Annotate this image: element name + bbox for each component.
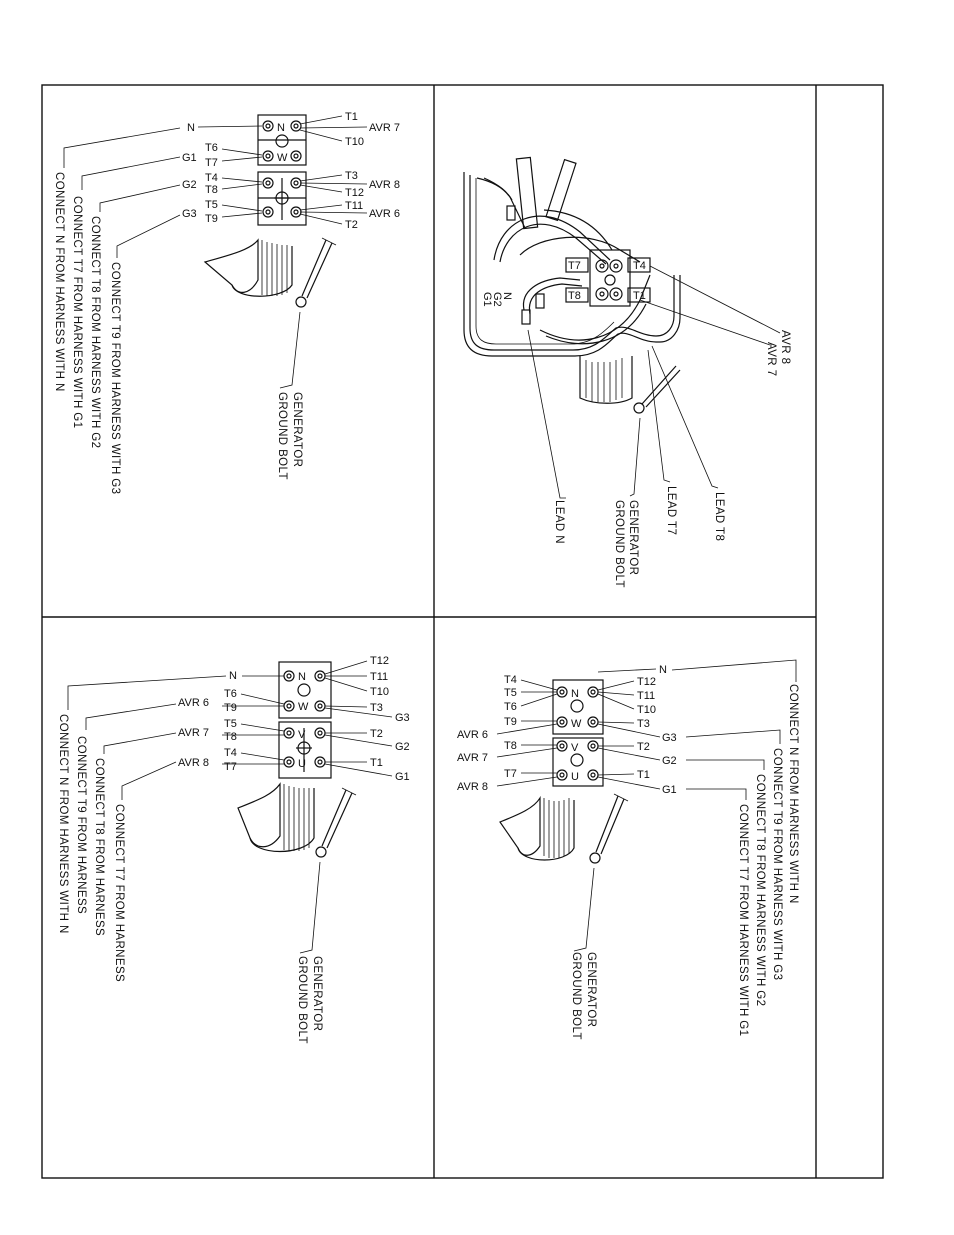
label-t3: T3 (637, 718, 650, 730)
note-t7: CONNECT T7 FROM HARNESS (113, 804, 125, 983)
label-t2: T2 (345, 219, 358, 231)
plate-letter-n: N (277, 122, 285, 134)
note-t9: CONNECT T9 FROM HARNESS WITH G3 (771, 748, 783, 981)
label-t10: T10 (370, 686, 389, 698)
label-avr8: AVR 8 (369, 179, 400, 191)
label-t1: T1 (370, 757, 383, 769)
ground-bolt (300, 788, 356, 953)
label-t6: T6 (224, 688, 237, 700)
note-t9: CONNECT T9 FROM HARNESS WITH G3 (109, 262, 121, 495)
label-n: N (187, 122, 195, 134)
terminal-block (258, 115, 306, 225)
panel-top-right (464, 157, 791, 587)
label-t4: T4 (205, 172, 218, 184)
label-t7: T7 (504, 768, 517, 780)
label-avr6: AVR 6 (178, 697, 209, 709)
label-avr7: AVR 7 (457, 752, 488, 764)
label-g2: G2 (182, 179, 197, 191)
label-avr8: AVR 8 (457, 781, 488, 793)
note-t8: CONNECT T8 FROM HARNESS WITH G2 (754, 774, 766, 1007)
label-t8: T8 (205, 184, 218, 196)
tag-t4: T4 (633, 260, 646, 272)
label-t9: T9 (224, 702, 237, 714)
label-n: N (659, 664, 667, 676)
label-t9: T9 (205, 213, 218, 225)
tag-t7: T7 (568, 260, 581, 272)
ground-bolt (574, 794, 628, 951)
label-g3: G3 (662, 732, 677, 744)
ground-bolt (280, 238, 336, 388)
label-g1: G1 (395, 771, 410, 783)
plate-letter-w: W (571, 718, 582, 730)
label-t2: T2 (370, 728, 383, 740)
label-t12: T12 (637, 676, 656, 688)
label-avr8: AVR 8 (178, 757, 209, 769)
label-t8: T8 (504, 740, 517, 752)
label-g2: G2 (395, 741, 410, 753)
panel-bottom-right (457, 660, 799, 1040)
ground-label-2: GROUND BOLT (613, 500, 625, 588)
note-n: CONNECT N FROM HARNESS WITH N (57, 714, 69, 934)
label-t8: T8 (224, 731, 237, 743)
conduit (238, 784, 314, 852)
note-n: CONNECT N FROM HARNESS WITH N (53, 172, 65, 392)
label-t5: T5 (224, 718, 237, 730)
conduit (500, 798, 574, 860)
plate-letter-w: W (298, 701, 309, 713)
label-avr6: AVR 6 (457, 729, 488, 741)
tag-t1: T1 (633, 290, 646, 302)
label-t10: T10 (637, 704, 656, 716)
conduit (205, 240, 292, 296)
note-t8: CONNECT T8 FROM HARNESS (93, 758, 105, 937)
tag-t8: T8 (568, 290, 581, 302)
label-avr7: AVR 7 (369, 122, 400, 134)
label-avr7: AVR 7 (178, 727, 209, 739)
label-t4: T4 (224, 747, 237, 759)
label-t11: T11 (345, 200, 364, 212)
panel-bottom-left (57, 655, 410, 1044)
wire-label-n: N (501, 292, 513, 300)
note-t8: CONNECT T8 FROM HARNESS WITH G2 (89, 216, 101, 449)
plate-letter-n: N (298, 671, 306, 683)
plate-letter-u: U (298, 758, 306, 770)
label-t1: T1 (345, 111, 358, 123)
ground-label-2: GROUND BOLT (570, 952, 582, 1040)
label-n: N (229, 670, 237, 682)
plate-letter-v: V (571, 742, 579, 754)
label-t5: T5 (504, 687, 517, 699)
label-t7: T7 (224, 761, 237, 773)
ground-label-2: GROUND BOLT (276, 392, 288, 480)
plate-letter-n: N (571, 688, 579, 700)
label-lead-t7: LEAD T7 (665, 486, 677, 536)
label-lead-t8: LEAD T8 (713, 492, 725, 542)
label-avr6: AVR 6 (369, 208, 400, 220)
panel-top-left (53, 111, 400, 494)
label-t6: T6 (504, 701, 517, 713)
plate-letter-v: V (298, 729, 306, 741)
page-frame (42, 85, 883, 1178)
label-t12: T12 (370, 655, 389, 667)
note-n: CONNECT N FROM HARNESS WITH N (787, 684, 799, 904)
ground-label-1: GENERATOR (291, 392, 303, 468)
label-t11: T11 (637, 690, 656, 702)
terminal-block (279, 662, 331, 778)
label-g2: G2 (662, 755, 677, 767)
wire-label-g1: G1 (481, 292, 493, 307)
label-g1: G1 (182, 152, 197, 164)
label-t7: T7 (205, 157, 218, 169)
label-t9: T9 (504, 716, 517, 728)
label-t12: T12 (345, 187, 364, 199)
label-t1: T1 (637, 769, 650, 781)
ground-label-1: GENERATOR (627, 500, 639, 576)
label-t10: T10 (345, 136, 364, 148)
plate-letter-w: W (277, 152, 288, 164)
label-avr7: AVR 7 (765, 342, 777, 377)
terminal-block (553, 680, 603, 786)
note-t9: CONNECT T9 FROM HARNESS (75, 736, 87, 915)
label-t3: T3 (370, 702, 383, 714)
label-g3: G3 (182, 208, 197, 220)
wire-label-g2: G2 (491, 292, 503, 307)
label-g1: G1 (662, 784, 677, 796)
label-t6: T6 (205, 142, 218, 154)
label-t2: T2 (637, 741, 650, 753)
ground-bolt (630, 366, 680, 496)
label-avr8: AVR 8 (779, 330, 791, 365)
label-g3: G3 (395, 712, 410, 724)
label-t11: T11 (370, 671, 389, 683)
label-t4: T4 (504, 674, 517, 686)
label-lead-n: LEAD N (553, 500, 565, 544)
label-t5: T5 (205, 199, 218, 211)
note-t7: CONNECT T7 FROM HARNESS WITH G1 (71, 196, 83, 429)
note-t7: CONNECT T7 FROM HARNESS WITH G1 (737, 804, 749, 1037)
label-t3: T3 (345, 170, 358, 182)
ground-label-1: GENERATOR (585, 952, 597, 1028)
plate-letter-u: U (571, 771, 579, 783)
ground-label-1: GENERATOR (311, 956, 323, 1032)
ground-label-2: GROUND BOLT (296, 956, 308, 1044)
